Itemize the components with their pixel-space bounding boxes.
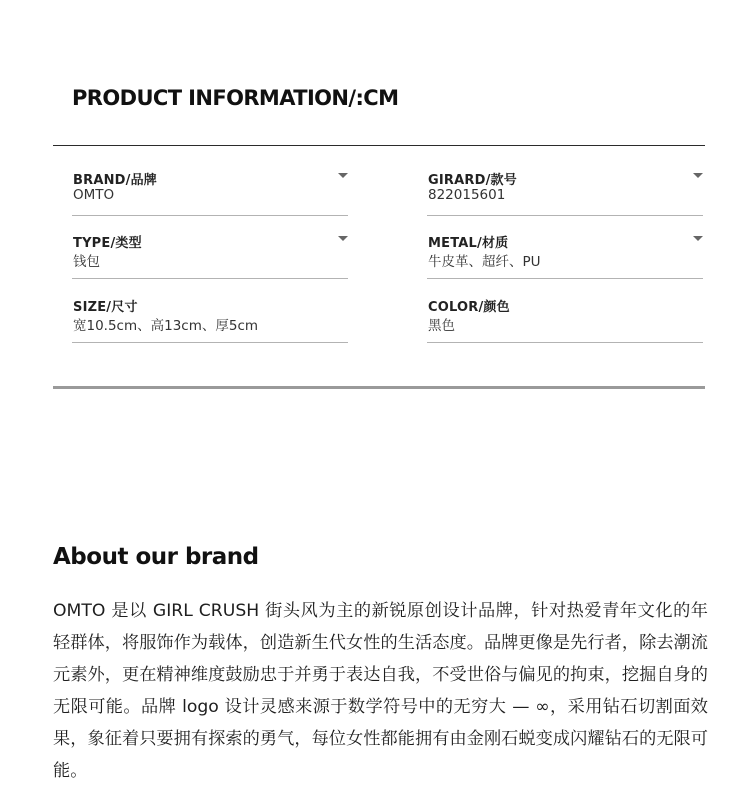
- about-body: OMTO 是以 GIRL CRUSH 街头风为主的新锐原创设计品牌，针对热爱青年文化的年轻群体，将服饰作为载体，创造新生代女性的生活态度。品牌更像是先行者，除去潮流元素外，更在精神维度鼓励忠于并勇于表达自我，不受世俗与偏见的拘束，挖掘自身的无限可能。品牌 logo 设计灵感来源于数学符号中的无穷大 — ∞，采用钻石切割面效果，象征着只要拥有探索的勇气，每位女性都能拥有由金刚石蜕变成闪耀钻石的无限可能。: [53, 601, 708, 781]
- field-brand-value: OMTO: [73, 187, 115, 203]
- field-color-value: 黑色: [428, 318, 455, 334]
- field-brand-label: BRAND/品牌: [73, 173, 157, 188]
- field-metal[interactable]: [427, 232, 703, 279]
- field-type[interactable]: [72, 232, 348, 279]
- field-girard[interactable]: [427, 169, 703, 216]
- field-girard-label: GIRARD/款号: [428, 173, 517, 188]
- field-color: [427, 296, 703, 343]
- field-metal-value: 牛皮革、超纤、PU: [428, 254, 541, 270]
- field-size-value: 宽10.5cm、高13cm、厚5cm: [73, 318, 259, 334]
- chevron-down-icon[interactable]: [693, 173, 703, 178]
- product-info-bottom-divider: [53, 386, 705, 389]
- field-brand[interactable]: [72, 169, 348, 216]
- field-girard-value: 822015601: [428, 187, 506, 203]
- field-size-label: SIZE/尺寸: [73, 300, 138, 315]
- chevron-down-icon[interactable]: [338, 173, 348, 178]
- field-size: [72, 296, 348, 343]
- field-color-label: COLOR/颜色: [428, 300, 510, 315]
- field-type-value: 钱包: [73, 254, 100, 270]
- product-info-title: PRODUCT INFORMATION/:CM: [72, 86, 399, 110]
- product-info-top-divider: [53, 145, 705, 146]
- about-heading: About our brand: [53, 544, 259, 570]
- chevron-down-icon[interactable]: [693, 236, 703, 241]
- field-type-label: TYPE/类型: [73, 236, 142, 251]
- field-metal-label: METAL/材质: [428, 236, 509, 251]
- chevron-down-icon[interactable]: [338, 236, 348, 241]
